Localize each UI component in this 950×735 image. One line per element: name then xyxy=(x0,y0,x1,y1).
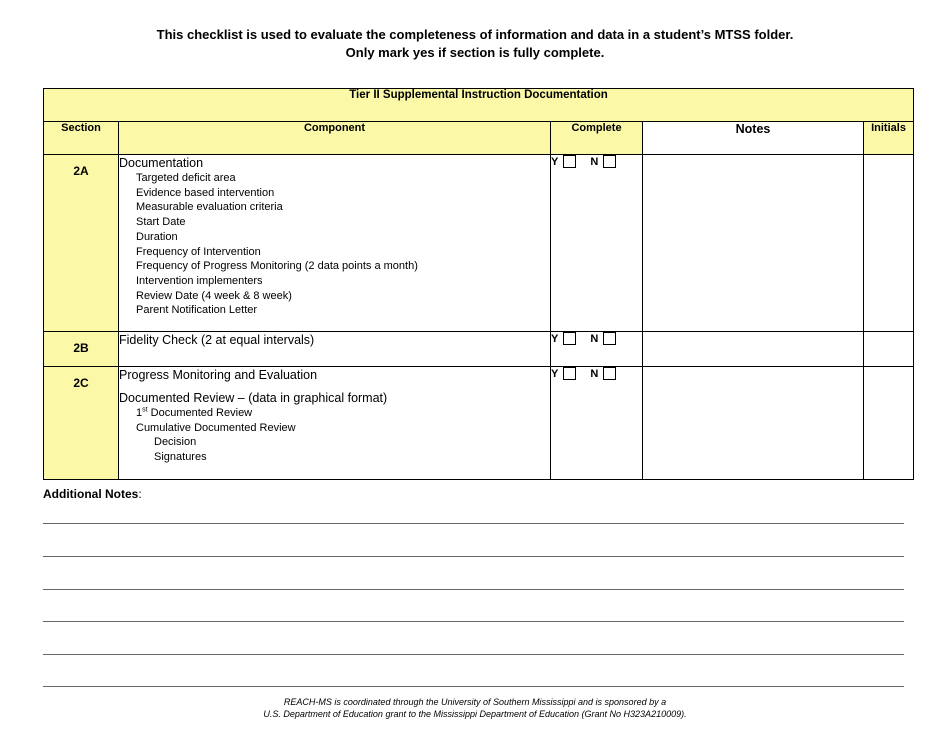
notes-line[interactable] xyxy=(43,523,904,524)
header-notes: Notes xyxy=(643,122,864,155)
notes-line[interactable] xyxy=(43,686,904,687)
yes-no-choice xyxy=(551,367,642,380)
component-item: Review Date (4 week & 8 week) xyxy=(136,289,292,302)
section-id: 2A xyxy=(73,164,89,178)
yes-checkbox[interactable] xyxy=(563,332,576,345)
no-label: N xyxy=(590,367,599,380)
component-item: Targeted deficit area xyxy=(136,172,236,184)
section-id: 2B xyxy=(73,341,89,355)
footer xyxy=(0,696,950,720)
additional-notes-label: Additional Notes: xyxy=(43,487,142,501)
table-row xyxy=(44,332,914,367)
yes-label: Y xyxy=(551,367,559,380)
table-title: Tier II Supplemental Instruction Documentation xyxy=(44,89,914,122)
no-label: N xyxy=(590,332,599,345)
component-sub-item: Decision xyxy=(154,436,197,449)
component-subtitle: Documented Review – (data in graphical format) xyxy=(119,391,388,405)
no-label: N xyxy=(590,155,599,168)
component-item: Duration xyxy=(136,230,178,243)
no-checkbox[interactable] xyxy=(603,155,616,168)
notes-line[interactable] xyxy=(43,556,904,557)
instructions-line-1: This checklist is used to evaluate the completeness of information and data in a student’s MTSS folder. xyxy=(156,27,794,42)
yes-checkbox[interactable] xyxy=(563,155,576,168)
component-title: Documentation xyxy=(119,156,204,170)
yes-no-choice xyxy=(551,332,642,345)
notes-line[interactable] xyxy=(43,654,904,655)
component-item: Frequency of Progress Monitoring (2 data points a month) xyxy=(136,260,418,273)
header-section: Section xyxy=(44,122,119,155)
notes-cell[interactable] xyxy=(643,155,864,332)
no-checkbox[interactable] xyxy=(603,367,616,380)
yes-no-choice xyxy=(551,155,642,168)
component-item: 1st Documented Review xyxy=(136,406,253,419)
footer-line-2: U.S. Department of Education grant to the Mississippi Department of Education (Grant No H323A210009). xyxy=(263,709,687,719)
section-id: 2C xyxy=(73,376,89,390)
yes-label: Y xyxy=(551,155,559,168)
component-item: Evidence based intervention xyxy=(136,186,275,199)
header-complete: Complete xyxy=(551,122,643,155)
component-item: Frequency of Intervention xyxy=(136,245,261,258)
initials-cell[interactable] xyxy=(864,367,914,480)
component-title: Fidelity Check (2 at equal intervals) xyxy=(119,333,315,347)
component-item: Measurable evaluation criteria xyxy=(136,201,283,214)
no-checkbox[interactable] xyxy=(603,332,616,345)
initials-cell[interactable] xyxy=(864,332,914,367)
notes-cell[interactable] xyxy=(643,332,864,367)
component-item: Parent Notification Letter xyxy=(136,304,258,317)
component-item: Start Date xyxy=(136,216,186,229)
table-row xyxy=(44,367,914,480)
notes-line[interactable] xyxy=(43,621,904,622)
header-component: Component xyxy=(119,122,551,155)
component-item: Cumulative Documented Review xyxy=(136,421,296,434)
table-row xyxy=(44,155,914,332)
notes-cell[interactable] xyxy=(643,367,864,480)
yes-checkbox[interactable] xyxy=(563,367,576,380)
notes-line[interactable] xyxy=(43,589,904,590)
header-initials: Initials xyxy=(864,122,914,155)
instructions-line-2: Only mark yes if section is fully complete. xyxy=(345,45,605,60)
component-item: Intervention implementers xyxy=(136,274,263,287)
checklist-table xyxy=(43,88,914,480)
footer-line-1: REACH-MS is coordinated through the University of Southern Mississippi and is sponsored by a xyxy=(283,697,667,707)
component-title: Progress Monitoring and Evaluation xyxy=(119,368,318,382)
yes-label: Y xyxy=(551,332,559,345)
initials-cell[interactable] xyxy=(864,155,914,332)
instructions xyxy=(0,26,950,62)
component-sub-item: Signatures xyxy=(154,451,207,464)
